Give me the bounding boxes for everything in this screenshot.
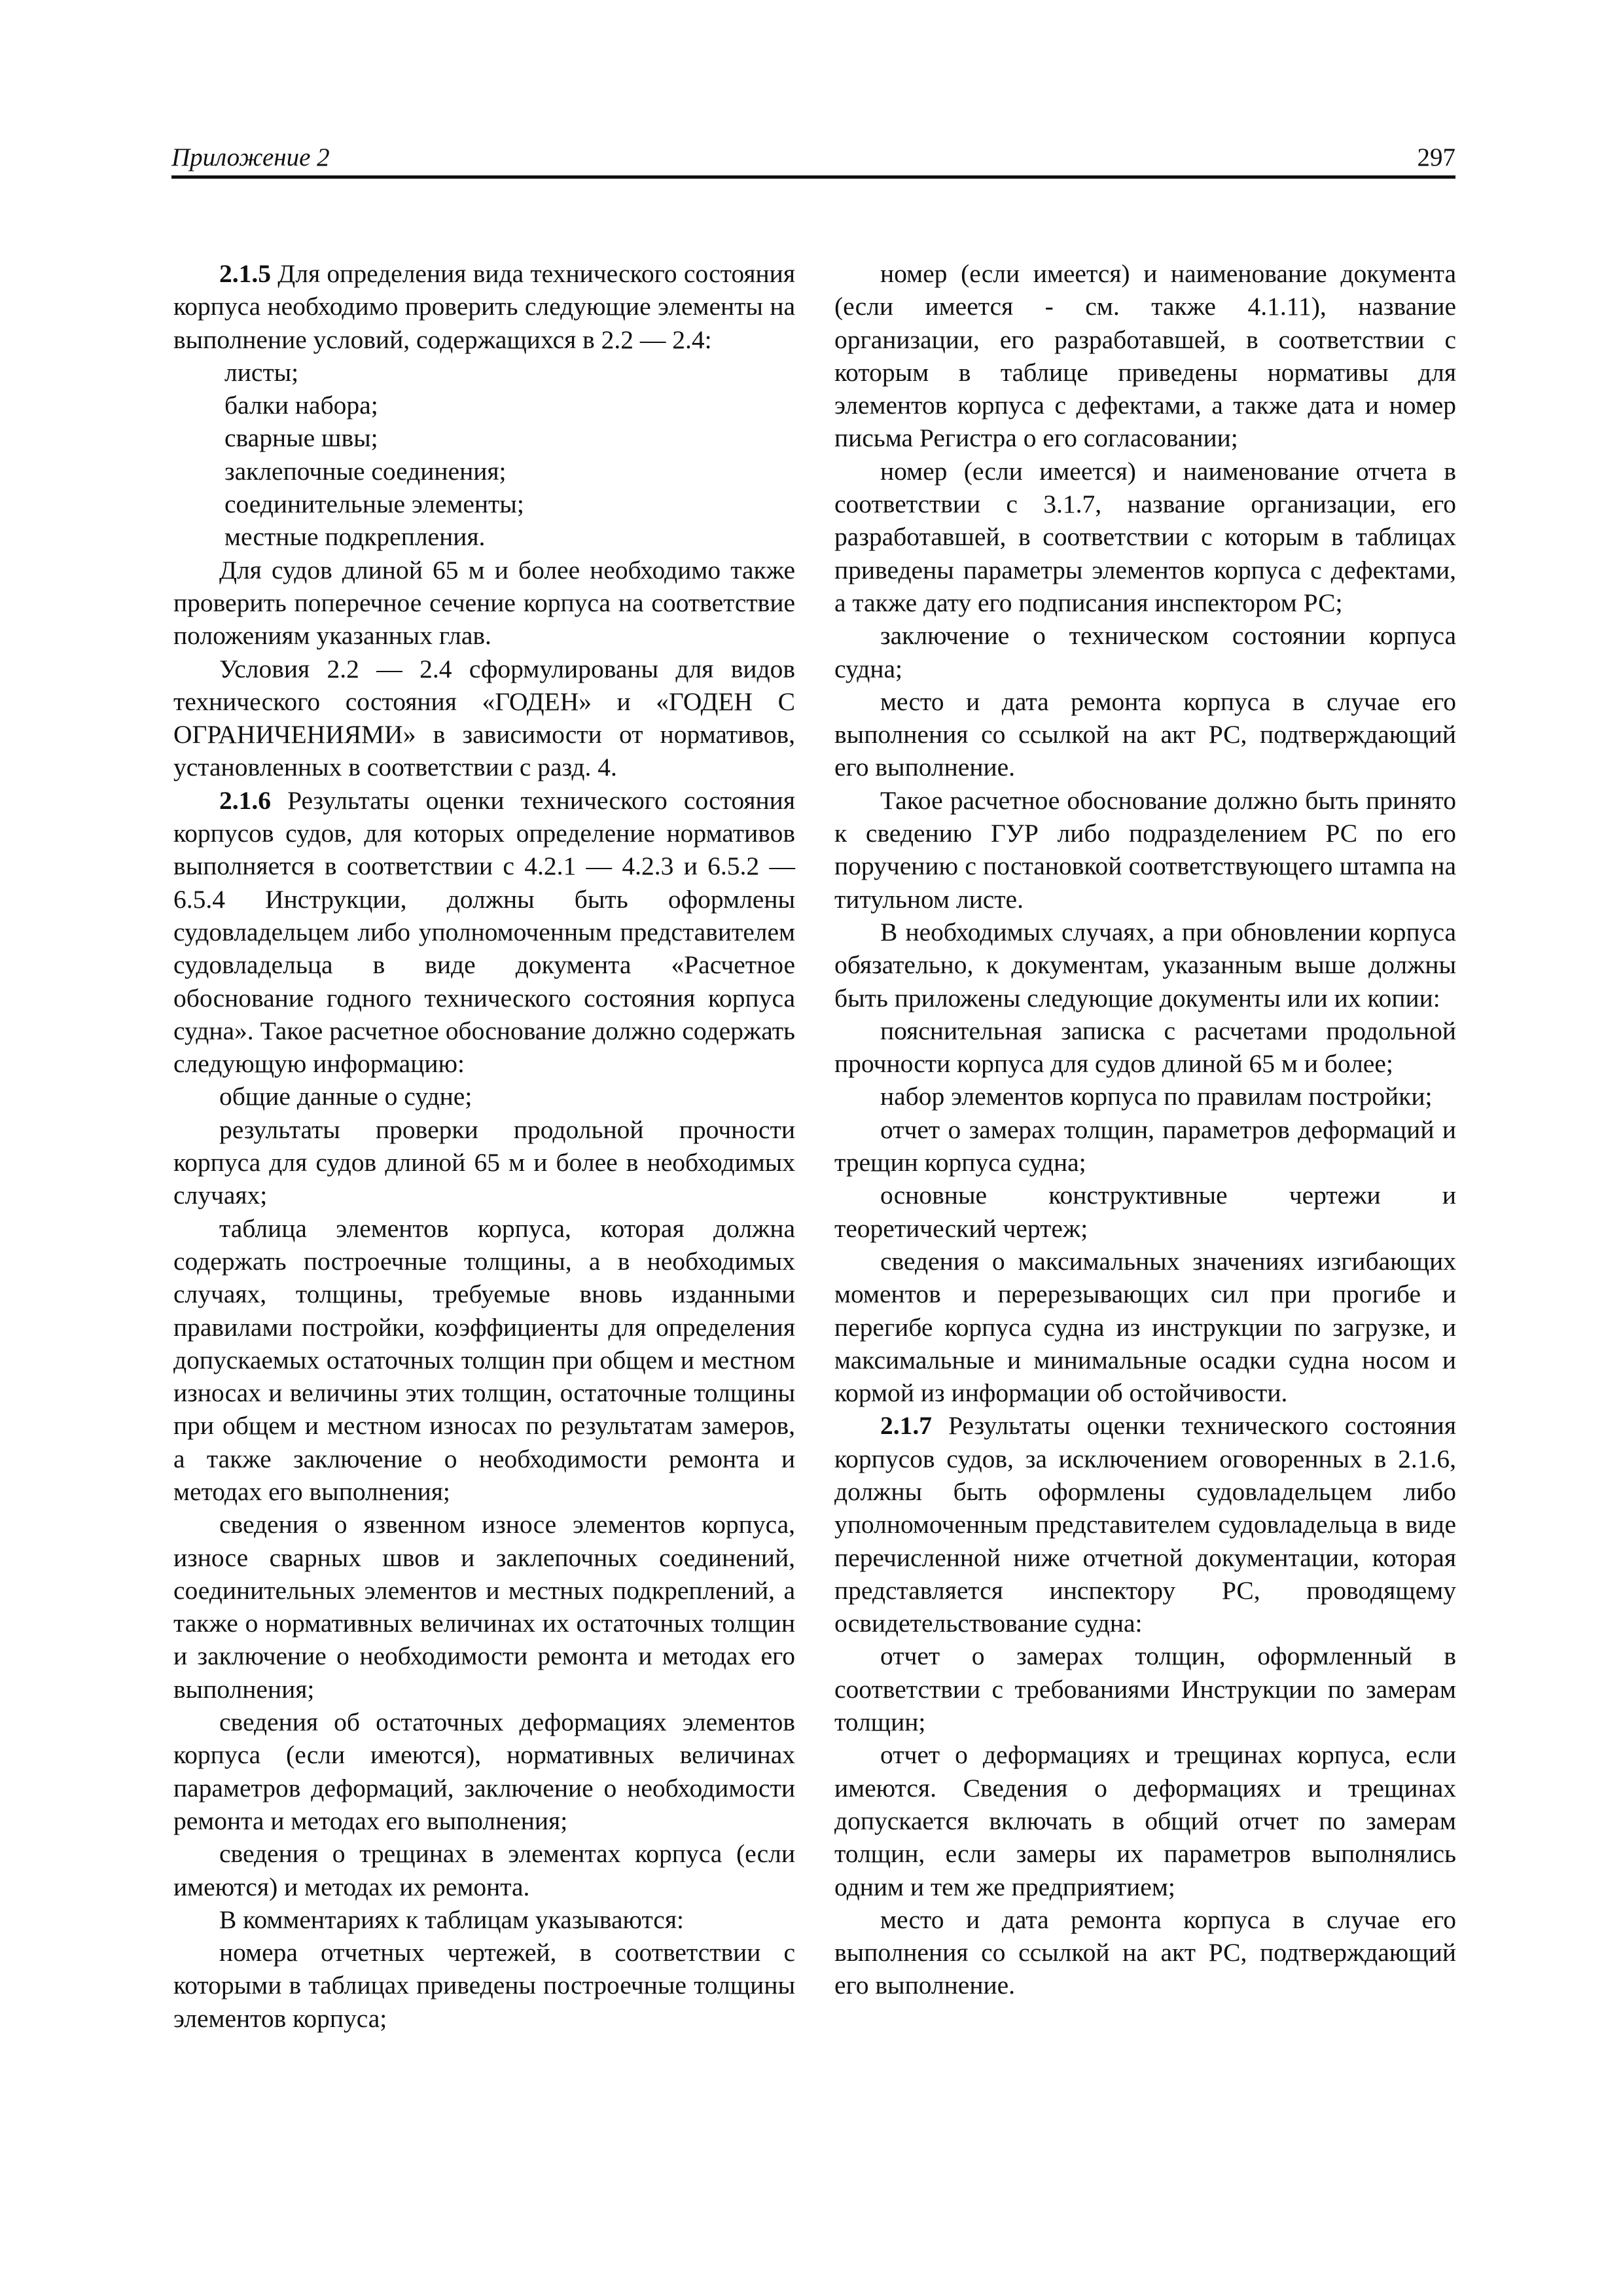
paragraph: таблица элементов корпуса, которая должна содержать построечные толщины, а в необходимых случаях, толщины, требуемые вновь изданными правилами постройки, коэффициенты для определения допускаемых остаточных толщин при общем и местном износах и величины этих толщин, остаточные толщины при общем и местном износах по результатам замеров, а также заключение о необходимости ремонта и методах его выполнения; — [173, 1213, 795, 1506]
paragraph: 2.1.7 Результаты оценки технического состояния корпусов судов, за исключением оговоренных в 2.1.6, должны быть оформлены судовладельцем либо уполномоченным представителем судовладельца в виде перечисленной ниже отчетной документации, которая представляется инспектору РС, проводящему освидетельствование судна: — [834, 1411, 1456, 1638]
page-number: 297 — [1417, 143, 1455, 171]
list-item: листы; — [224, 357, 299, 387]
paragraph: место и дата ремонта корпуса в случае его выполнения со ссылкой на акт РС, подтверждающий его выполнение. — [834, 1905, 1456, 2000]
header-divider — [171, 175, 1455, 179]
paragraph: Для судов длиной 65 м и более необходимо также проверить поперечное сечение корпуса на соответствие положениям указанных глав. — [173, 555, 795, 651]
running-header — [171, 143, 1455, 179]
paragraph: В необходимых случаях, а при обновлении корпуса обязательно, к документам, указанным выше должны быть приложены следующие документы или их копии: — [834, 917, 1456, 1013]
section-number: 2.1.5 — [219, 259, 271, 288]
section-number: 2.1.6 — [219, 785, 271, 815]
paragraph: сведения об остаточных деформациях элементов корпуса (если имеются), нормативных величинах параметров деформаций, заключение о необходимости ремонта и методах его выполнения; — [173, 1708, 795, 1835]
paragraph: сведения о язвенном износе элементов корпуса, износе сварных швов и заклепочных соединений, соединительных элементов и местных подкреплений, а также о нормативных величинах их остаточных толщин и заключение о необходимости ремонта и методах его выполнения; — [173, 1510, 795, 1704]
section-number: 2.1.7 — [880, 1411, 932, 1441]
paragraph: номер (если имеется) и наименование документа (если имеется - см. также 4.1.11), название организации, его разработавшей, в соответствии с которым в таблице приведены нормативы для элементов корпуса с дефектами, а также дата и номер письма Регистра о его согласовании; — [834, 259, 1456, 453]
paragraph: пояснительная записка с расчетами продольной прочности корпуса для судов длиной 65 м и более; — [834, 1016, 1456, 1079]
paragraph: номера отчетных чертежей, в соответствии с которыми в таблицах приведены построечные толщины элементов корпуса; — [173, 1938, 795, 2033]
paragraph: номер (если имеется) и наименование отчета в соответствии с 3.1.7, название организации, его разработавшей, в соответствии с которым в таблицах приведены параметры элементов корпуса с дефектами, а также дату его подписания инспектором РС; — [834, 456, 1456, 617]
paragraph: отчет о замерах толщин, параметров деформаций и трещин корпуса судна; — [834, 1115, 1456, 1177]
paragraph: 2.1.6 Результаты оценки технического состояния корпусов судов, для которых определение нормативов выполняется в соответствии с 4.2.1 — 4.2.3 и 6.5.2 — 6.5.4 Инструкции, должны быть оформлены судовладельцем либо уполномоченным представителем судовладельца в виде документа «Расчетное обоснование годного технического состояния корпуса судна». Такое расчетное обоснование должно содержать следующую информацию: — [173, 785, 795, 1079]
paragraph: основные конструктивные чертежи и теоретический чертеж; — [834, 1181, 1456, 1243]
paragraph: заключение о техническом состоянии корпуса судна; — [834, 621, 1456, 683]
paragraph: Такое расчетное обоснование должно быть принято к сведению ГУР либо подразделением РС по его поручению с постановкой соответствующего штампа на титульном листе. — [834, 785, 1456, 914]
list-item: заклепочные соединения; — [224, 456, 507, 486]
header-title: Приложение 2 — [171, 143, 330, 171]
left-column — [173, 257, 795, 2035]
paragraph: сведения о трещинах в элементах корпуса (если имеются) и методах их ремонта. — [173, 1839, 795, 1901]
paragraph: отчет о деформациях и трещинах корпуса, если имеются. Сведения о деформациях и трещинах допускается включать в общий отчет по замерам толщин, если замеры их параметров выполнялись одним и тем же предприятием; — [834, 1740, 1456, 1901]
paragraph: 2.1.5 Для определения вида технического состояния корпуса необходимо проверить следующие элементы на выполнение условий, содержащихся в 2.2 — 2.4: — [173, 259, 795, 354]
paragraph: В комментариях к таблицам указываются: — [219, 1905, 684, 1934]
paragraph: результаты проверки продольной прочности корпуса для судов длиной 65 м и более в необходимых случаях; — [173, 1115, 795, 1210]
list-item: балки набора; — [224, 391, 378, 420]
paragraph: Условия 2.2 — 2.4 сформулированы для видов технического состояния «ГОДЕН» и «ГОДЕН С ОГРАНИЧЕНИЯМИ» в зависимости от нормативов, установленных в соответствии с разд. 4. — [173, 654, 795, 782]
list-item: соединительные элементы; — [224, 490, 524, 519]
list-item: сварные швы; — [224, 423, 378, 453]
paragraph: отчет о замерах толщин, оформленный в соответствии с требованиями Инструкции по замерам толщин; — [834, 1641, 1456, 1737]
right-column — [834, 257, 1456, 2002]
paragraph: место и дата ремонта корпуса в случае его выполнения со ссылкой на акт РС, подтверждающий его выполнение. — [834, 687, 1456, 782]
paragraph: набор элементов корпуса по правилам постройки; — [880, 1082, 1433, 1111]
paragraph: сведения о максимальных значениях изгибающих моментов и перерезывающих сил при прогибе и перегибе корпуса судна из инструкции по загрузке, и максимальные и минимальные осадки судна носом и кормой из информации об остойчивости. — [834, 1246, 1456, 1408]
paragraph: общие данные о судне; — [219, 1082, 473, 1111]
list-item: местные подкрепления. — [224, 522, 486, 552]
